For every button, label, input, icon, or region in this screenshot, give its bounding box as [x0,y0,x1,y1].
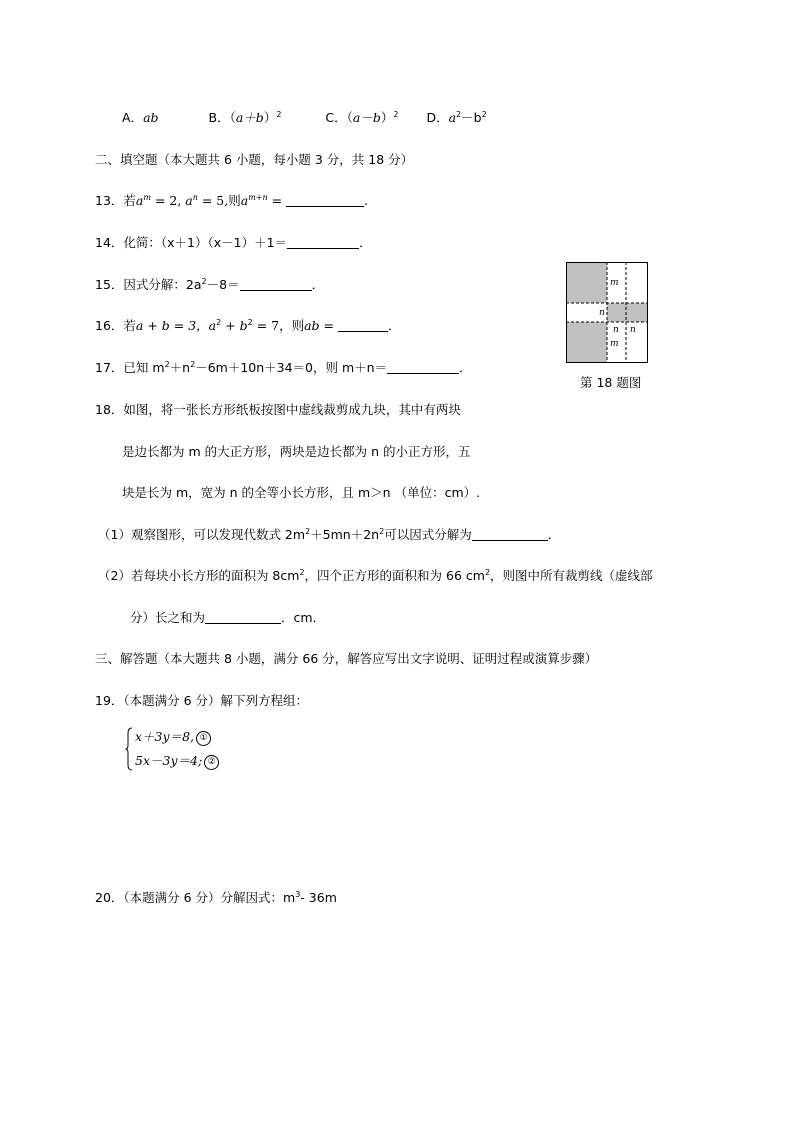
answer-blank[interactable] [205,611,281,624]
left-brace [125,727,133,771]
question-13: 13．若$a^m = 2$, $a^n = 5$,则$a^{m+n}$ = . [95,193,369,208]
question-18-line-3: 块是长为 m，宽为 n 的全等小长方形，且 m＞n （单位：cm）. [122,485,481,500]
option-d: D．$a^2-b^2$ [426,110,487,125]
q12-options [122,108,487,126]
large-square-bottom [567,322,607,362]
option-c: C．$(a-b)^2$ [325,110,399,125]
equation-1: x＋3y＝8, ① [135,727,211,746]
circled-two: ② [204,755,219,770]
label-m-bottom: m [610,339,619,349]
large-square-top [567,263,607,303]
figure-18-caption: 第 18 题图 [580,375,642,390]
answer-blank[interactable] [338,319,388,332]
question-18-part-2-cont: 分）长之和为 ．cm． [130,610,326,625]
equation-2: 5x－3y＝4; ② [135,751,219,770]
question-14: 14．化简：（x＋1）（x－1）＋1＝ ． [95,235,372,250]
small-square-middle [607,303,626,322]
answer-blank[interactable] [240,278,312,291]
question-16: 16．若a + b = 3，$a^2 + b^2 = 7$，则ab = ． [95,318,401,333]
answer-blank[interactable] [286,194,364,207]
question-18-part-2: （2）若每块小长方形的面积为 $8cm^2$，四个正方形的面积和为 66 $cm^2$，则图中所有裁剪线（虚线部 [98,568,653,583]
question-20: 20．（本题满分 6 分）分解因式：$m^3-$ 36m [95,890,337,905]
circled-one: ① [196,731,211,746]
question-17: 17．已知 $m^2+n^2-6m+10n+34=0$，则 m＋n＝ ． [95,360,472,375]
label-m-top: m [610,278,619,288]
label-n-left: n [599,308,605,318]
label-n-middle: n [613,325,619,335]
answer-blank[interactable] [387,361,459,374]
question-15: 15．因式分解：$2a^2-8=$ ． [95,277,325,292]
section-3-heading: 三、解答题（本大题共 8 小题，满分 66 分，解答应写出文字说明、证明过程或演算步骤） [95,651,598,666]
question-18-line-2: 是边长都为 m 的大正方形，两块是边长都为 n 的小正方形，五 [122,444,471,459]
label-n-right: n [630,325,636,335]
option-b: B．$(a+b)^2$ [208,110,282,125]
question-19: 19．（本题满分 6 分）解下列方程组： [95,693,309,708]
answer-blank[interactable] [472,528,548,541]
option-a: A．ab [122,110,159,125]
question-18-line-1: 18．如图，将一张长方形纸板按图中虚线裁剪成九块，其中有两块 [95,402,461,417]
answer-blank[interactable] [287,236,359,249]
section-2-heading: 二、填空题（本大题共 6 小题，每小题 3 分，共 18 分） [95,152,414,167]
figure-18-diagram [566,262,648,363]
question-18-part-1: （1）观察图形，可以发现代数式 $2m^2+5mn+2n^2$可以因式分解为 ． [98,527,561,542]
small-square-right [626,303,647,322]
